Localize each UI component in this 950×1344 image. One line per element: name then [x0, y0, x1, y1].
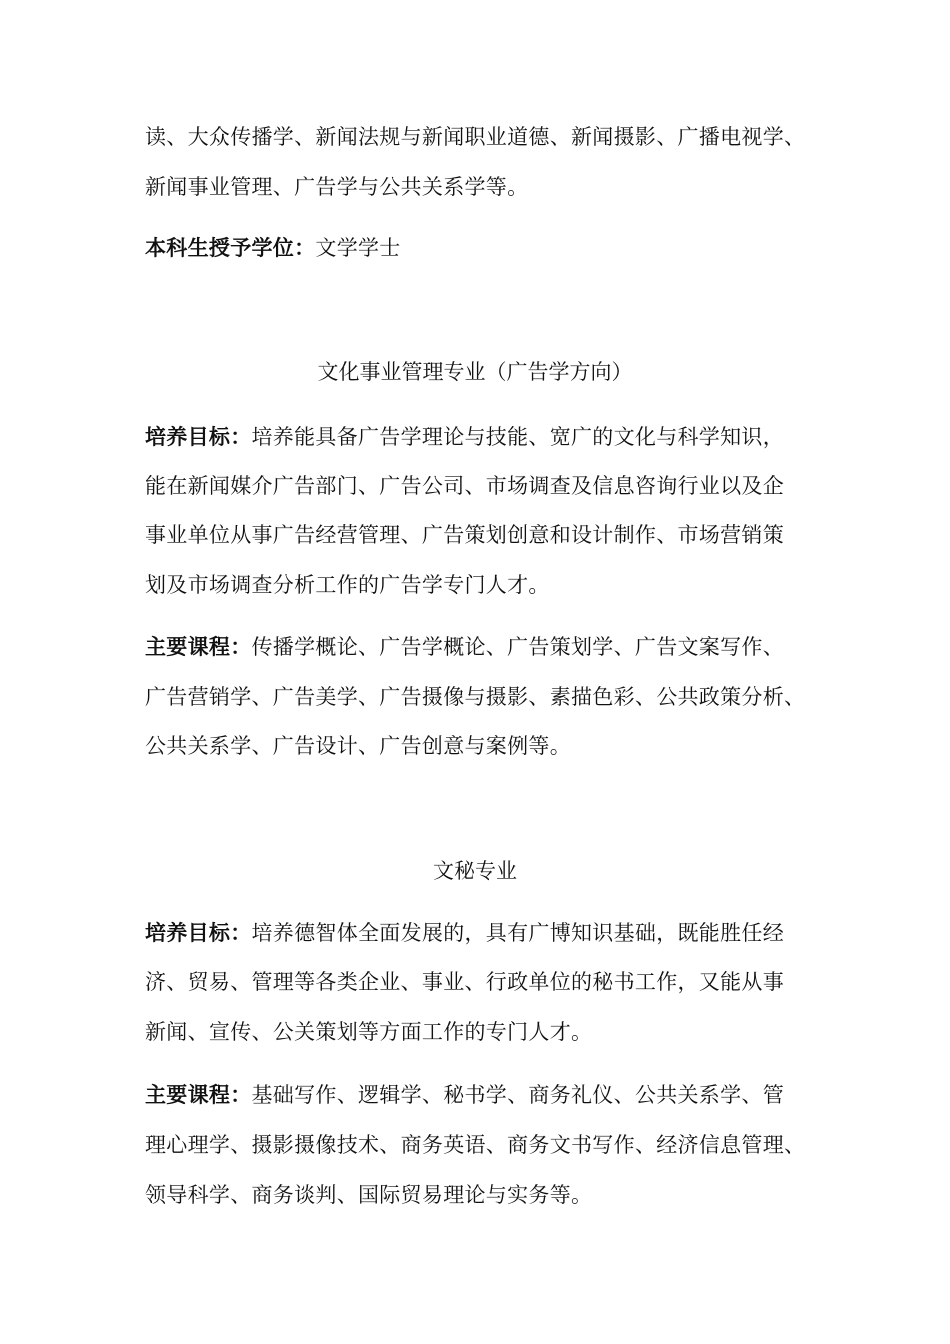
section2-courses-label: 主要课程：: [145, 1083, 252, 1107]
degree-label: 本科生授予学位：: [145, 236, 316, 260]
section1-goal-text-1: 培养能具备广告学理论与技能、宽广的文化与科学知识，: [251, 425, 784, 449]
section1-goal-label: 培养目标：: [145, 425, 252, 449]
section1-courses-line-3: 公共关系学、广告设计、广告创意与案例等。: [145, 734, 571, 758]
intro-line-2: 新闻事业管理、广告学与公共关系学等。: [145, 175, 529, 199]
section1-heading: 文化事业管理专业（广告学方向）: [317, 360, 633, 384]
section2-goal-line-3: 新闻、宣传、公关策划等方面工作的专门人才。: [145, 1020, 593, 1044]
intro-line-1: 读、大众传播学、新闻法规与新闻职业道德、新闻摄影、广播电视学、: [145, 125, 806, 149]
section2-heading: 文秘专业: [433, 859, 517, 883]
section1-courses-text-1: 传播学概论、广告学概论、广告策划学、广告文案写作、: [251, 635, 784, 659]
section2-goal-line-1: [145, 918, 825, 948]
section1-goal-line-1: [145, 422, 825, 452]
section2-goal-label: 培养目标：: [145, 921, 252, 945]
section1-goal-line-3: 事业单位从事广告经营管理、广告策划创意和设计制作、市场营销策: [145, 523, 784, 547]
section1-courses-line-2: 广告营销学、广告美学、广告摄像与摄影、素描色彩、公共政策分析、: [145, 685, 806, 709]
section2-courses-line-1: [145, 1080, 825, 1110]
section1-goal-line-2: 能在新闻媒介广告部门、广告公司、市场调查及信息咨询行业以及企: [145, 474, 784, 498]
section2-goal-line-2: 济、贸易、管理等各类企业、事业、行政单位的秘书工作，又能从事: [145, 970, 784, 994]
section2-courses-line-3: 领导科学、商务谈判、国际贸易理论与实务等。: [145, 1183, 593, 1207]
degree-value: 文学学士: [315, 236, 401, 260]
degree-line: [145, 233, 825, 263]
section1-goal-line-4: 划及市场调查分析工作的广告学专门人才。: [145, 573, 550, 597]
section2-goal-text-1: 培养德智体全面发展的，具有广博知识基础，既能胜任经: [251, 921, 784, 945]
section2-courses-line-2: 理心理学、摄影摄像技术、商务英语、商务文书写作、经济信息管理、: [145, 1133, 806, 1157]
section1-courses-label: 主要课程：: [145, 635, 252, 659]
section1-courses-line-1: [145, 632, 825, 662]
section2-courses-text-1: 基础写作、逻辑学、秘书学、商务礼仪、公共关系学、管: [251, 1083, 784, 1107]
